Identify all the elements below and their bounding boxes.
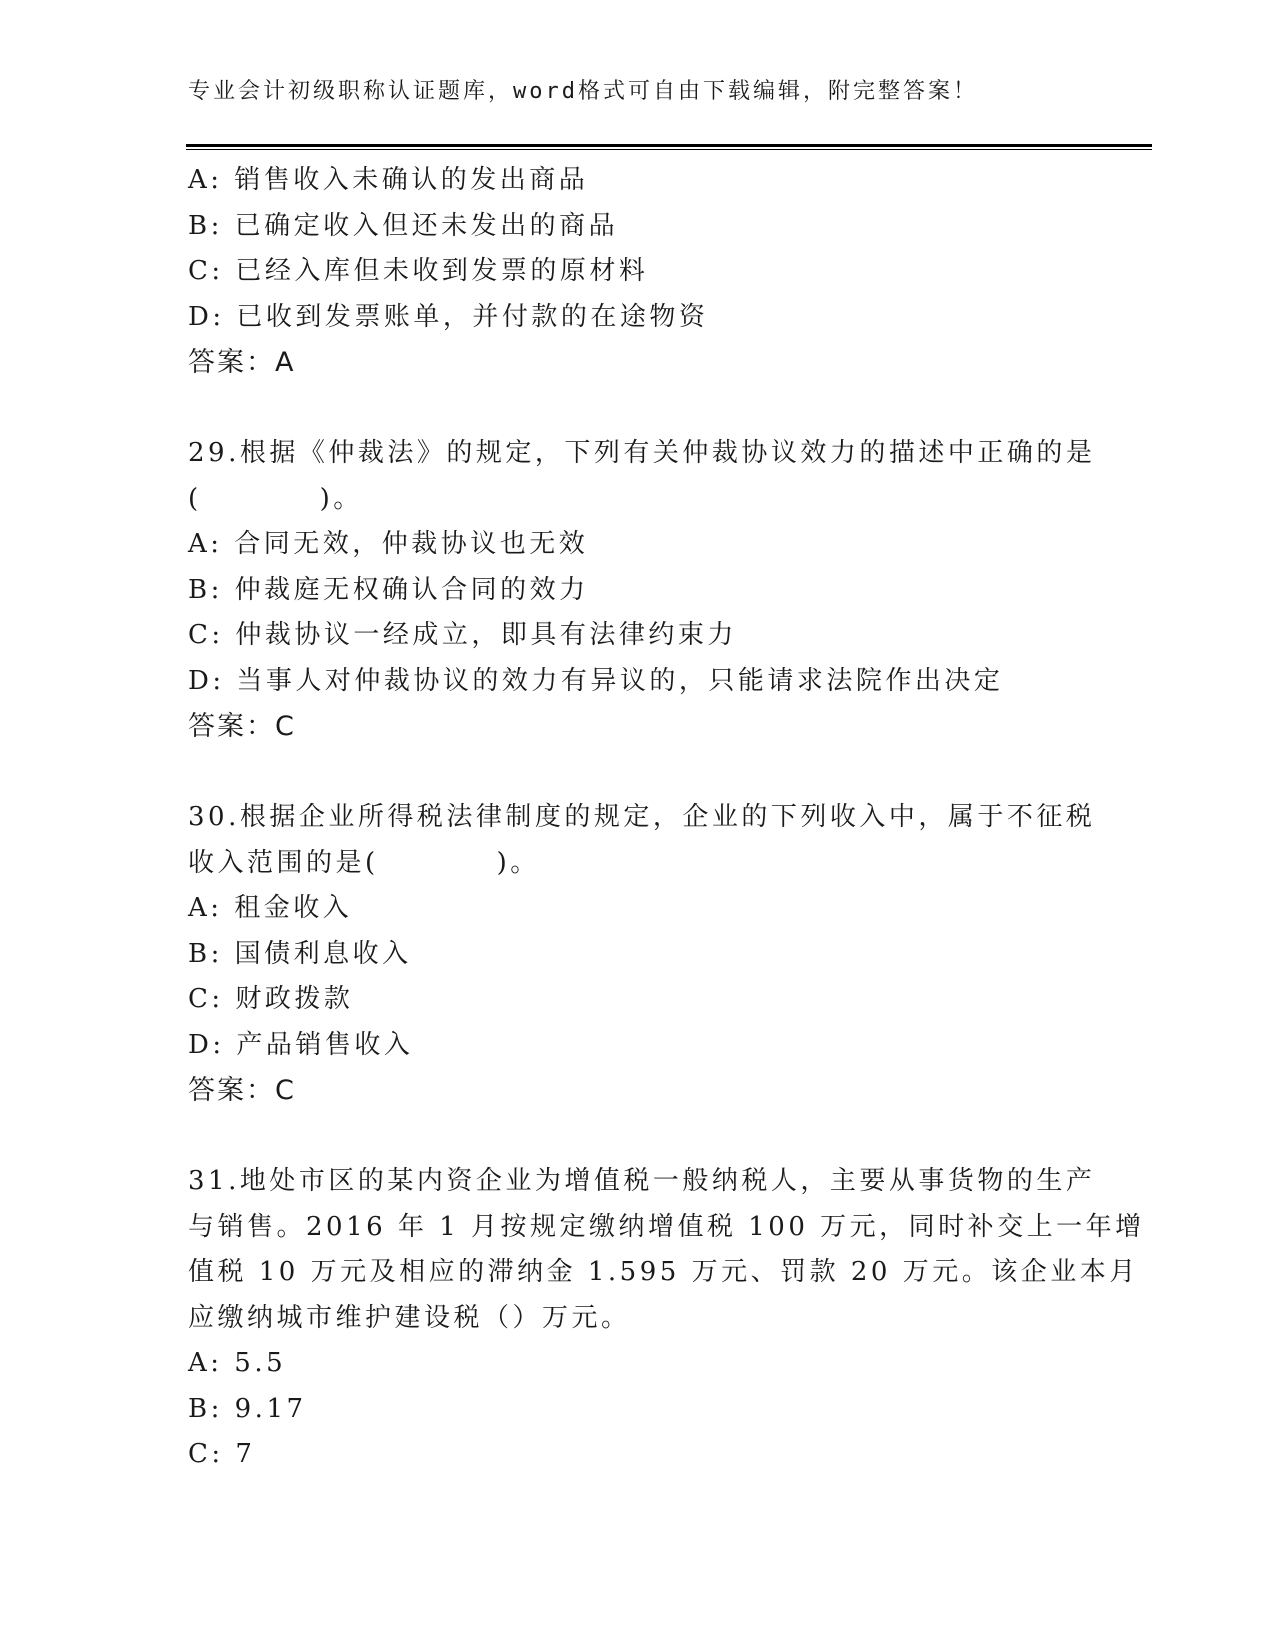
header-title: 专业会计初级职称认证题库，word格式可自由下载编辑，附完整答案！ bbox=[188, 79, 978, 104]
spacer bbox=[188, 1114, 1088, 1160]
question-31 bbox=[188, 1159, 1145, 1478]
option-c: C: 已经入库但未收到发票的原材料 bbox=[188, 256, 649, 286]
question-stem-line: 应缴纳城市维护建设税（）万元。 bbox=[188, 1302, 631, 1333]
document-body bbox=[188, 158, 1145, 1478]
option-d: D: 产品销售收入 bbox=[188, 1029, 414, 1060]
question-stem-line: 29.根据《仲裁法》的规定，下列有关仲裁协议效力的描述中正确的是 bbox=[188, 438, 1096, 468]
question-stem-line: 30.根据企业所得税法律制度的规定，企业的下列收入中，属于不征税 bbox=[188, 802, 1096, 832]
option-b: B: 仲裁庭无权确认合同的效力 bbox=[188, 574, 589, 605]
header-divider-thick bbox=[186, 144, 1152, 147]
question-stem-line: ( )。 bbox=[188, 483, 363, 514]
answer: 答案：C bbox=[188, 1075, 296, 1106]
question-28 bbox=[188, 158, 1088, 386]
header-divider bbox=[186, 144, 1152, 150]
answer: 答案：A bbox=[188, 347, 296, 378]
option-a: A: 5.5 bbox=[188, 1348, 287, 1378]
option-a: A: 租金收入 bbox=[188, 893, 353, 923]
option-b: B: 9.17 bbox=[188, 1393, 307, 1424]
question-stem-line: 31.地处市区的某内资企业为增值税一般纳税人，主要从事货物的生产 bbox=[188, 1166, 1096, 1196]
question-30 bbox=[188, 795, 1096, 1114]
option-c: C: 7 bbox=[188, 1439, 256, 1469]
question-29 bbox=[188, 431, 1096, 750]
option-b: B: 国债利息收入 bbox=[188, 938, 412, 969]
question-stem-line: 收入范围的是( )。 bbox=[188, 847, 540, 878]
option-d: D: 当事人对仲裁协议的效力有异议的，只能请求法院作出决定 bbox=[188, 665, 1004, 696]
question-stem-line: 值税 10 万元及相应的滞纳金 1.595 万元、罚款 20 万元。该企业本月 bbox=[188, 1257, 1139, 1287]
option-b: B: 已确定收入但还未发出的商品 bbox=[188, 210, 619, 241]
spacer bbox=[188, 386, 1088, 432]
question-stem-line: 与销售。2016 年 1 月按规定缴纳增值税 100 万元，同时补交上一年增 bbox=[188, 1211, 1145, 1242]
spacer bbox=[188, 750, 1088, 796]
header-divider-thin bbox=[186, 149, 1152, 150]
option-c: C: 仲裁协议一经成立，即具有法律约束力 bbox=[188, 620, 737, 650]
option-c: C: 财政拨款 bbox=[188, 984, 354, 1014]
option-a: A: 销售收入未确认的发出商品 bbox=[188, 165, 589, 195]
option-d: D: 已收到发票账单，并付款的在途物资 bbox=[188, 301, 709, 332]
option-a: A: 合同无效，仲裁协议也无效 bbox=[188, 529, 589, 559]
answer: 答案：C bbox=[188, 711, 296, 742]
